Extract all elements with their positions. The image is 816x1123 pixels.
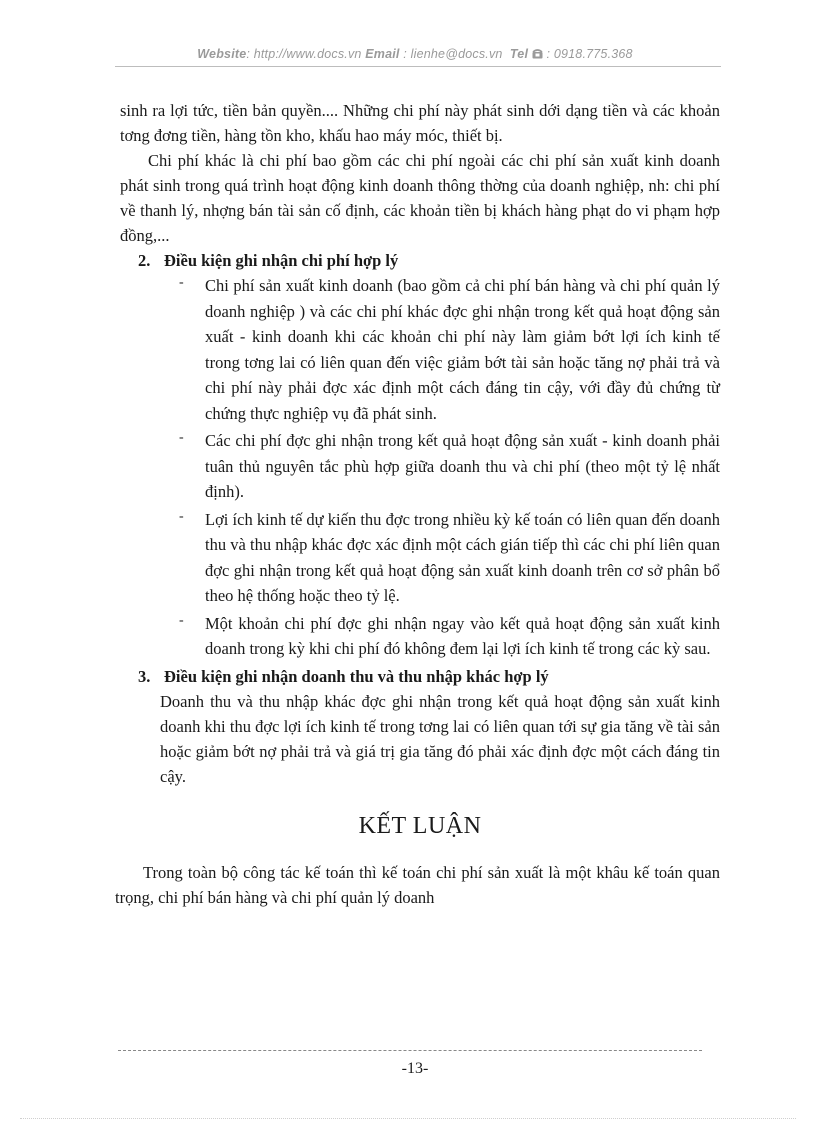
section-2-number: 2. xyxy=(138,251,151,270)
document-body xyxy=(115,98,720,910)
list-item-text: Lợi ích kinh tế dự kiến thu đợc trong nhiều kỳ kế toán có liên quan đến doanh thu và thu nhập khác đợc xác định một cách gián tiếp thì các chi phí liên quan đợc ghi nhận trong kết quả hoạt động sản xuất kinh doanh trên cơ sở phân bổ theo hệ thống hoặc theo tỷ lệ. xyxy=(205,509,720,605)
list-item-text: Chi phí sản xuất kinh doanh (bao gồm cả chi phí bán hàng và chi phí quản lý doanh nghiệp ) và các chi phí khác đợc ghi nhận trong kết quả hoạt động sản xuất - kinh doanh khi các khoản chi phí này làm giảm bớt lợi ích kinh tế trong tơng lai có liên quan đến việc giảm bớt tài sản hoặc tăng nợ phải trả và chi phí này phải đợc xác định một cách đáng tin cậy, với đầy đủ chứng từ chứng thực nghiệp vụ đã phát sinh. xyxy=(205,276,720,423)
conclusion-text: Trong toàn bộ công tác kế toán thì kế toán chi phí sản xuất là một khâu kế toán quan trọng, chi phí bán hàng và chi phí quản lý doanh xyxy=(115,862,720,907)
dash-bullet: - xyxy=(179,430,184,445)
website-url: : http://www.docs.vn xyxy=(246,47,362,61)
section-3-text: Doanh thu và thu nhập khác đợc ghi nhận trong kết quả hoạt động sản xuất kinh doanh khi thu đợc lợi ích kinh tế trong tơng lai có liên quan tới sự gia tăng về tài sản hoặc giảm bớt nợ phải trả và giá trị gia tăng đó phải xác định đợc một cách đáng tin cậy. xyxy=(160,691,720,786)
section-3-number: 3. xyxy=(138,666,151,686)
website-label: Website xyxy=(197,47,247,61)
email-address: : lienhe@docs.vn xyxy=(399,47,503,61)
section-3-heading xyxy=(120,664,720,689)
section-3-title: Điều kiện ghi nhận doanh thu và thu nhập khác hợp lý xyxy=(164,666,549,686)
page-bottom-border xyxy=(20,1118,796,1119)
list-item xyxy=(179,611,720,662)
dash-bullet: - xyxy=(179,275,184,290)
phone-icon xyxy=(532,47,547,61)
page-header xyxy=(115,47,715,61)
dash-bullet: - xyxy=(179,612,184,628)
list-item xyxy=(179,428,720,505)
tel-label: Tel xyxy=(509,47,529,61)
list-item xyxy=(179,507,720,609)
paragraph-other-costs: Chi phí khác là chi phí bao gồm các chi phí ngoài các chi phí sản xuất kinh doanh phát sinh trong quá trình hoạt động kinh doanh thông thờng của doanh nghiệp, nh: chi phí về thanh lý, nhợng bán tài sản cố định, các khoản tiền bị khách hàng phạt do vi phạm hợp đồng,... xyxy=(120,151,720,245)
email-label: Email xyxy=(365,47,400,61)
tel-number: : 0918.775.368 xyxy=(546,47,633,61)
paragraph-intro: sinh ra lợi tức, tiền bản quyền.... Những chi phí này phát sinh dới dạng tiền và các khoản tơng đơng tiền, hàng tồn kho, khấu hao máy móc, thiết bị. xyxy=(120,101,720,145)
header-divider xyxy=(115,66,721,67)
page-number: -13- xyxy=(401,1060,429,1077)
conclusion-title: KẾT LUẬN xyxy=(358,812,482,839)
list-item xyxy=(179,273,720,426)
dash-bullet: - xyxy=(179,508,184,524)
section-2-heading xyxy=(120,248,720,273)
list-item-text: Một khoản chi phí đợc ghi nhận ngay vào kết quả hoạt động sản xuất kinh doanh trong kỳ khi chi phí đó không đem lại lợi ích kinh tế trong các kỳ sau. xyxy=(205,613,720,658)
list-item-text: Các chi phí đợc ghi nhận trong kết quả hoạt động sản xuất - kinh doanh phải tuân thủ nguyên tắc phù hợp giữa doanh thu và chi phí (theo một tỷ lệ nhất định). xyxy=(205,431,720,501)
section-2-list xyxy=(120,273,720,662)
section-2-title: Điều kiện ghi nhận chi phí hợp lý xyxy=(164,251,399,270)
footer-divider xyxy=(118,1050,702,1051)
